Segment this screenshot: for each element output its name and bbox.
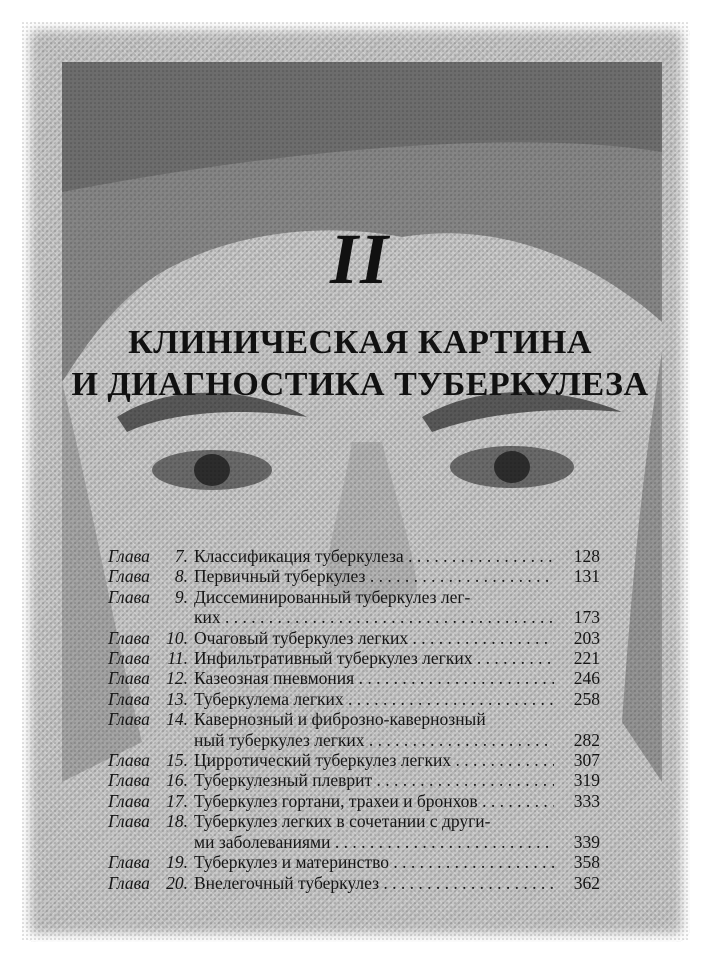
toc-entry [108, 791, 600, 811]
toc-chapter-title: Кавернозный и фиброзно-кавернозный [194, 709, 486, 730]
toc-entry [108, 546, 600, 566]
toc-entry [108, 709, 600, 729]
toc-entry [108, 668, 600, 688]
toc-chapter-title-continued: ный туберкулез легких [194, 729, 365, 750]
toc-chapter-number: 9. [174, 586, 188, 607]
toc-page-number: 307 [573, 750, 600, 771]
table-of-contents [108, 546, 600, 893]
toc-chapter-title: Внелегочный туберкулез [194, 872, 379, 893]
part-title-line-2: И ДИАГНОСТИКА ТУБЕРКУЛЕЗА [71, 366, 649, 403]
toc-chapter-title-continued: ми заболеваниями [194, 831, 331, 852]
toc-chapter-number: 13. [166, 688, 188, 709]
toc-chapter-title: Цирротический туберкулез легких [194, 750, 452, 771]
toc-chapter-label: Глава [108, 750, 150, 771]
toc-chapter-title: Первичный туберкулез [194, 566, 366, 587]
toc-chapter-label: Глава [108, 586, 150, 607]
toc-page-number: 246 [573, 668, 600, 689]
toc-page-number: 339 [573, 831, 600, 852]
part-title-line-1: КЛИНИЧЕСКАЯ КАРТИНА [128, 324, 592, 361]
toc-chapter-label: Глава [108, 790, 150, 811]
toc-chapter-label: Глава [108, 709, 150, 730]
toc-entry-continuation [108, 730, 600, 750]
toc-chapter-label: Глава [108, 627, 150, 648]
toc-entry-continuation [108, 832, 600, 852]
toc-chapter-title: Инфильтративный туберкулез легких [194, 648, 473, 669]
toc-page-number: 333 [573, 790, 600, 811]
toc-chapter-label: Глава [108, 852, 150, 873]
toc-chapter-number: 15. [166, 750, 188, 771]
toc-chapter-number: 11. [167, 648, 188, 669]
toc-chapter-title-continued: ких [194, 607, 221, 628]
toc-chapter-label: Глава [108, 668, 150, 689]
toc-page-number: 282 [573, 729, 600, 750]
toc-chapter-title: Казеозная пневмония [194, 668, 355, 689]
toc-chapter-label: Глава [108, 648, 150, 669]
toc-chapter-title: Очаговый туберкулез легких [194, 627, 409, 648]
toc-chapter-number: 16. [166, 770, 188, 791]
toc-page-number: 358 [573, 852, 600, 873]
part-title [0, 322, 720, 406]
toc-entry [108, 873, 600, 893]
toc-chapter-label: Глава [108, 688, 150, 709]
toc-page-number: 203 [573, 627, 600, 648]
toc-chapter-number: 18. [166, 811, 188, 832]
toc-chapter-label: Глава [108, 872, 150, 893]
toc-chapter-label: Глава [108, 546, 150, 566]
toc-chapter-title: Туберкулез гортани, трахеи и бронхов [194, 790, 478, 811]
toc-chapter-number: 20. [166, 872, 188, 893]
toc-chapter-number: 8. [174, 566, 188, 587]
toc-chapter-title: Туберкулез и материнство [194, 852, 389, 873]
toc-chapter-title: Классификация туберкулеза [194, 546, 404, 566]
toc-chapter-title: Туберкулез легких в сочетании с други- [194, 811, 491, 832]
toc-entry-continuation [108, 607, 600, 627]
toc-chapter-number: 10. [166, 627, 188, 648]
toc-chapter-label: Глава [108, 566, 150, 587]
toc-entry [108, 587, 600, 607]
toc-chapter-number: 14. [166, 709, 188, 730]
toc-entry [108, 770, 600, 790]
toc-entry [108, 628, 600, 648]
toc-chapter-number: 12. [166, 668, 188, 689]
toc-chapter-title: Туберкулезный плеврит [194, 770, 373, 791]
toc-page-number: 362 [573, 872, 600, 893]
toc-page-number: 173 [573, 607, 600, 628]
toc-page-number: 131 [573, 566, 600, 587]
toc-chapter-number: 19. [166, 852, 188, 873]
toc-page-number: 128 [573, 546, 600, 566]
toc-entry [108, 750, 600, 770]
toc-chapter-number: 7. [174, 546, 188, 566]
toc-page-number: 221 [573, 648, 600, 669]
toc-chapter-title: Диссеминированный туберкулез лег- [194, 586, 471, 607]
toc-chapter-label: Глава [108, 811, 150, 832]
part-number: II [329, 219, 391, 299]
toc-chapter-label: Глава [108, 770, 150, 791]
toc-chapter-title: Туберкулема легких [194, 688, 344, 709]
toc-entry [108, 689, 600, 709]
toc-entry [108, 566, 600, 586]
toc-chapter-number: 17. [166, 790, 188, 811]
toc-page-number: 258 [573, 688, 600, 709]
toc-page-number: 319 [573, 770, 600, 791]
toc-entry [108, 852, 600, 872]
toc-entry [108, 648, 600, 668]
toc-entry [108, 811, 600, 831]
